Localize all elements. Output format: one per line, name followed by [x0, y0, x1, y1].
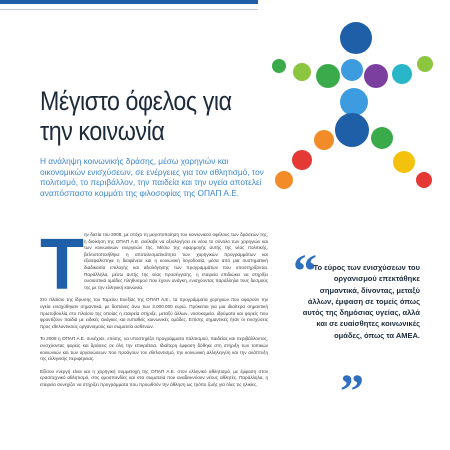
- page-title: Μέγιστο όφελος για την κοινωνία: [40, 86, 232, 146]
- figure-shoulder-right: [364, 64, 388, 88]
- top-accent-bar: [0, 0, 258, 4]
- figure-leg-right: [393, 151, 415, 173]
- quote-open-mark: “: [293, 245, 313, 298]
- human-figure-illustration: [262, 20, 440, 192]
- figure-arm-left-1: [293, 63, 311, 81]
- figure-torso: [340, 88, 368, 116]
- figure-belly: [335, 113, 369, 147]
- drop-cap: Τ: [40, 225, 84, 305]
- body-paragraph-1: ην διετία του 2008, με στόχο τη μεγιστοποίηση του κοινωνικού οφέλους των δράσεών της, η διοίκηση της ΟΠΑΠ Α.Ε. ανέλαβε να αξιολογήσει εκ νέου το σύνολο των χορηγιών και των κοινωνικών ενεργειών της. Μέσω της εφαρμογής αυτής της νέας πολιτικής, βελτιστοποιήθηκε η αποτελεσματικότητα των χορηγικών προγραμμάτων και εξασφαλίστηκε η διαφάνεια και η κοινωνική λογοδοσία, μέσα από μια συστηματική διαδικασία επιλογής και αξιολόγησης των προγραμμάτων που υποστηρίζονται. Παράλληλα, μέσω αυτής της νέας προσέγγισης, η εταιρεία επιδιώκει να στηρίξει ουσιαστικά ομάδες πληθυσμού που έχουν ανάγκη, ενισχύοντας παράλληλα τους δεσμούς της με την ελληνική κοινωνία.: [84, 232, 268, 290]
- figure-neck: [341, 59, 363, 81]
- quote-close-mark: ”: [340, 365, 360, 418]
- figure-arm-right-1: [392, 64, 412, 84]
- figure-arm-left-2: [272, 59, 286, 73]
- figure-foot-right: [416, 172, 432, 188]
- figure-shoulder-left: [316, 64, 340, 88]
- body-paragraph-2: Στο πλαίσιο της ίδρυσης του Ταμείου Ευεξίας της ΟΠΑΠ Α.Ε., τα προγράμματα χορηγιών που αφορούν την υγεία ενισχύθηκαν σημαντικά, με δαπάνες άνω των 3.000.000 ευρώ. Πρόκειται για μια ιδιαίτερα σημαντική πρωτοβουλία στο πλαίσιο της οποίας η εταιρεία στήριξε, μεταξύ άλλων, νοσοκομεία, ιδρύματα και φορείς που φροντίζουν παιδιά με ειδικές ανάγκες και ευπαθείς κοινωνικές ομάδες. Επίσης σημαντικές ήταν οι ενισχύσεις προς εθελοντικούς οργανισμούς και σωματεία ασθενών.: [40, 297, 268, 329]
- figure-arm-right-2: [417, 56, 433, 72]
- figure-hip-right: [371, 127, 393, 149]
- figure-hip-left: [314, 130, 334, 150]
- pull-quote: Το εύρος των ενισχύσεων του οργανισμού επεκτάθηκε σημαντικά, δίνοντας, μεταξύ άλλων, έμφαση σε τομείς όπως αυτός της δημόσιας υγείας, αλλά και σε ευαίσθητες κοινωνικές ομάδες, όπως τα ΑΜΕΑ.: [302, 263, 420, 340]
- body-paragraph-3: Το 2008 η ΟΠΑΠ Α.Ε. συνέχισε, επίσης, να υποστηρίζει προγράμματα πολιτισμού, παιδείας και περιβάλλοντος, ενισχύοντας φορείς και δράσεις σε όλη την επικράτεια. Ιδιαίτερη έμφαση δόθηκε στη στήριξη των τοπικών κοινωνιών και των οργανώσεων που προάγουν τον εθελοντισμό, την κοινωνική αλληλεγγύη και την ανάπτυξη της ελληνικής περιφέρειας.: [40, 336, 268, 362]
- top-rule: [0, 9, 258, 10]
- intro-paragraph: Η ανάληψη κοινωνικής δράσης, μέσω χορηγιών και οικονομικών ενισχύσεων, σε ενέργειες για τον αθλητισμό, τον πολιτισμό, το περιβάλλον, την παιδεία και την υγεία αποτελεί αναπόσπαστο κομμάτι της φιλοσοφίας της ΟΠΑΠ Α.Ε.: [40, 156, 264, 198]
- figure-head: [340, 22, 372, 54]
- figure-leg-left: [292, 150, 312, 170]
- figure-foot-left: [275, 171, 293, 189]
- body-paragraph-4: Εξίσου ενεργή είναι και η χορηγική συμμετοχή της ΟΠΑΠ Α.Ε. στον ελληνικό αθλητισμό, με έμφαση στον ερασιτεχνικό αθλητισμό, στις ομοσπονδίες και στα σωματεία που αναδεικνύουν νέους αθλητές. Παράλληλα, η εταιρεία συνεχίζει να στηρίζει προγράμματα που προωθούν την άθληση ως τρόπο ζωής για όλες τις ηλικίες.: [40, 368, 268, 387]
